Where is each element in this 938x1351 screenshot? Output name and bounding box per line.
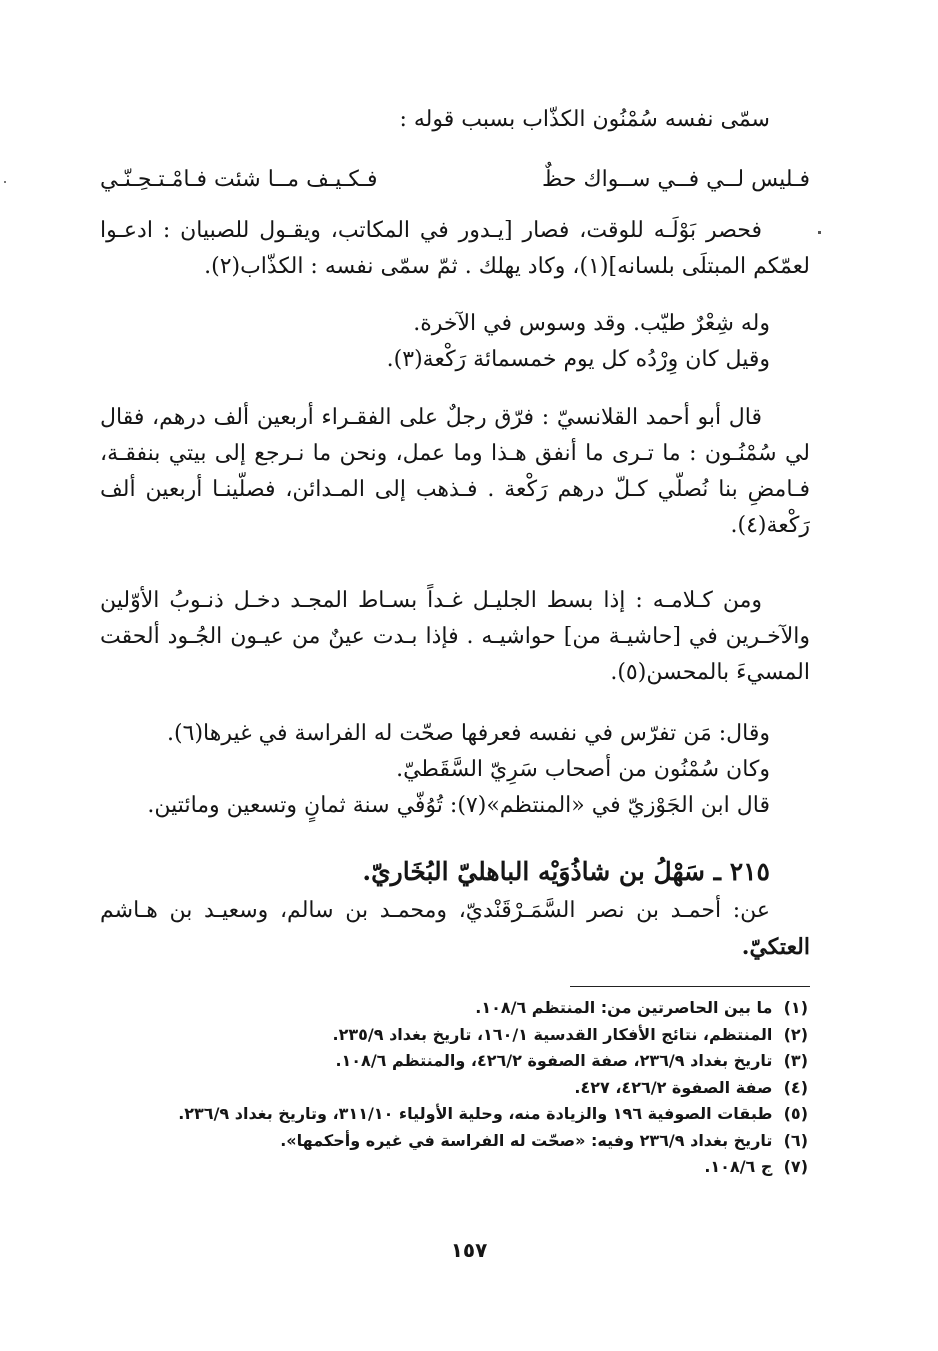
- paragraph-line: عن: أحمـد بن نصر السَّمَـرْقَنْديّ، ومحمـد بن سالم، وسعيـد بن هـاشم: [100, 898, 771, 923]
- paragraph-line: لي سُمْنُـون : ما تـرى ما أنفق هـذا وما عمل، ونحن ما نـرجع إلى بيتي بنفقـة،: [100, 441, 810, 466]
- footnote-number: (٥): [783, 1104, 808, 1123]
- footnote-separator: [570, 986, 810, 987]
- footnote-item: [100, 995, 810, 1022]
- footnote-number: (٧): [783, 1157, 808, 1176]
- footnote-text: ج ١٠٨/٦.: [704, 1157, 773, 1176]
- footnote-text: ما بين الحاصرتين من: المنتظم ١٠٨/٦.: [475, 998, 773, 1017]
- footnote-text: تاريخ بغداد ٢٣٦/٩، صفة الصفوة ٤٢٦/٢، والمنتظم ١٠٨/٦.: [335, 1051, 773, 1070]
- paragraph-line: ومن كـلامـه : إذا بسط الجليـل غـداً بسـاط المجـد دخـل ذنـوبُ الأوّلين: [100, 588, 762, 613]
- paragraph-2: [100, 306, 810, 378]
- paragraph-line: وقيل كان وِرْدُه كل يوم خمسمائة رَكْعة(٣).: [386, 347, 770, 372]
- verse-hemistich-first: فـليس لــي فــي ســواك حظٌ: [542, 167, 810, 192]
- intro-line: سمّى نفسه سُمْنُون الكذّاب بسبب قوله :: [399, 107, 770, 132]
- paragraph-line: وكان سُمْنُون من أصحاب سَرِيّ السَّقَطيّ.: [396, 757, 770, 782]
- paragraph-3: [100, 400, 810, 544]
- paragraph-line: فـامضِ بنا نُصلّي كـلّ درهم رَكْعة . فـذهب إلى المـدائن، فصلّينـا أربعين ألف: [100, 477, 810, 502]
- footnote-text: طبقات الصوفية ١٩٦ والزيادة منه، وحلية الأولياء ٣١١/١٠، وتاريخ بغداد ٢٣٦/٩.: [178, 1104, 773, 1123]
- footnote-number: (٢): [783, 1024, 808, 1044]
- scan-speck: [4, 181, 6, 183]
- footnote-number: (١): [783, 998, 808, 1017]
- paragraph-6: [100, 893, 810, 965]
- paragraph-line: لعمّكم المبتلَى بلسانه](١)، وكاد يهلك . ثمّ سمّى نفسه : الكذّاب(٢).: [204, 254, 810, 279]
- entry-heading-block: [100, 852, 810, 892]
- footnote-item: [100, 1154, 810, 1181]
- paragraph-1: [100, 213, 810, 285]
- paragraph-4: [100, 583, 810, 691]
- footnote-number: (٦): [783, 1130, 808, 1150]
- footnote-item: [100, 1101, 810, 1128]
- page-number: ١٥٧: [450, 1238, 488, 1262]
- paragraph-line: قال ابن الجَوْزيّ في «المنتظم»(٧): تُوُفّي سنة ثمانٍ وتسعين ومائتين.: [147, 793, 770, 818]
- footnote-number: (٤): [783, 1077, 808, 1097]
- paragraph-line: والآخـرين في [حاشيـة من] حواشيـه . فإذا بـدت عينٌ من عيـون الجُـود ألحقت: [100, 624, 810, 649]
- paragraph-line: المسيءَ بالمحسن(٥).: [610, 660, 810, 685]
- paragraph-line: رَكْعة(٤).: [730, 513, 810, 538]
- footnote-item: [100, 1075, 810, 1102]
- footnote-number: (٣): [783, 1051, 808, 1070]
- paragraph-line: العتكيّ.: [741, 934, 810, 960]
- poem-verse: [100, 160, 810, 200]
- paragraph-line: وقال: مَن تفرّس في نفسه فعرفها صحّت له الفراسة في غيرها(٦).: [167, 721, 770, 746]
- footnote-item: [100, 1048, 810, 1075]
- footnote-item: [100, 1128, 810, 1155]
- paragraph-line: قال أبو أحمد القلانسيّ : فرّق رجلٌ على الفقـراء أربعين ألف درهم، فقال: [100, 405, 762, 430]
- footnotes: [100, 995, 810, 1181]
- entry-heading: ٢١٥ ـ سَهْلُ بن شاذُوَيْه الباهليّ البُخَاريّ.: [362, 857, 770, 886]
- footnote-text: المنتظم، نتائج الأفكار القدسية ١٦٠/١، تاريخ بغداد ٢٣٥/٩.: [332, 1024, 773, 1044]
- paragraph-line: وله شِعْرٌ طيّب. وقد وسوس في الآخرة.: [413, 311, 770, 336]
- paragraph-line: فحصر بَوْلَـه للوقت، فصار [يـدور في المكاتب، ويقـول للصبيان : ادعـوا: [100, 218, 762, 243]
- paragraph-5: [100, 716, 810, 824]
- verse-hemistich-second: فـكـيـف مــا شئت فـامْـتـحِـنّـي: [100, 167, 378, 192]
- footnote-item: [100, 1022, 810, 1049]
- intro-block: [100, 102, 810, 138]
- margin-mark: [818, 231, 821, 234]
- footnote-text: صفة الصفوة ٤٢٦/٢، ٤٢٧.: [574, 1077, 773, 1097]
- footnote-text: تاريخ بغداد ٢٣٦/٩ وفيه: «صحّت له الفراسة في غيره وأحكمها».: [280, 1130, 773, 1150]
